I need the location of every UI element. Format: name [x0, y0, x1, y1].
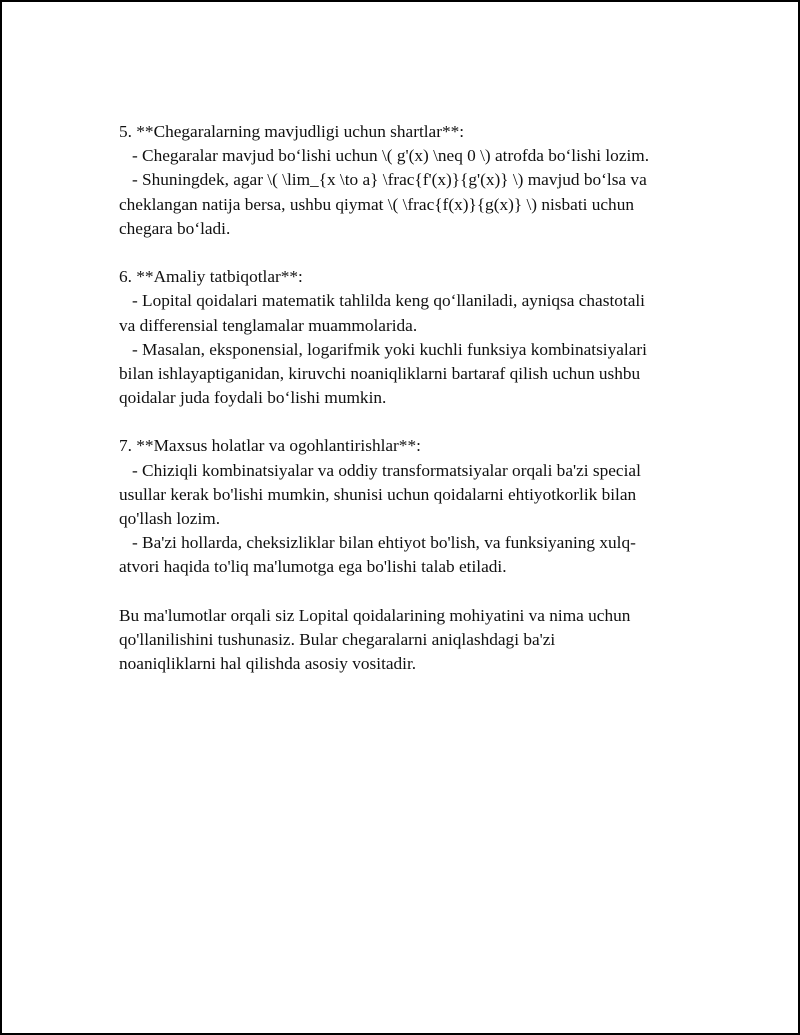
section-5-line: chegara bo‘ladi. — [119, 218, 231, 238]
section-7-line: - Chiziqli kombinatsiyalar va oddiy transformatsiyalar orqali ba'zi special — [119, 460, 641, 480]
section-6-line: - Lopital qoidalari matematik tahlilda keng qo‘llaniladi, ayniqsa chastotali — [119, 291, 645, 311]
paragraph-spacer — [119, 410, 699, 434]
section-6-line: - Masalan, eksponensial, logarifmik yoki kuchli funksiya kombinatsiyalari — [119, 339, 647, 359]
paragraph-spacer — [119, 241, 699, 265]
section-5-line: - Chegaralar mavjud bo‘lishi uchun \( g'(x) \neq 0 \) atrofda bo‘lishi lozim. — [119, 146, 650, 166]
conclusion-line: qo'llanilishini tushunasiz. Bular chegaralarni aniqlashdagi ba'zi — [119, 629, 556, 649]
section-6-line: va differensial tenglamalar muammolarida. — [119, 315, 418, 335]
section-7-heading: 7. **Maxsus holatlar va ogohlantirishlar**: — [119, 436, 421, 456]
section-6-heading: 6. **Amaliy tatbiqotlar**: — [119, 267, 303, 287]
section-7-line: usullar kerak bo'lishi mumkin, shunisi uchun qoidalarni ehtiyotkorlik bilan — [119, 484, 637, 504]
section-5-line: - Shuningdek, agar \( \lim_{x \to a} \frac{f'(x)}{g'(x)} \) mavjud bo‘lsa va — [119, 170, 647, 190]
section-5-line: cheklangan natija bersa, ushbu qiymat \( \frac{f(x)}{g(x)} \) nisbati uchun — [119, 194, 634, 214]
paragraph-spacer — [119, 580, 699, 604]
conclusion-line: noaniqliklarni hal qilishda asosiy vositadir. — [119, 654, 417, 674]
section-6-line: bilan ishlayaptiganidan, kiruvchi noaniqliklarni bartaraf qilish uchun ushbu — [119, 363, 641, 383]
section-5-heading: 5. **Chegaralarning mavjudligi uchun shartlar**: — [119, 122, 465, 141]
document-body — [119, 120, 699, 676]
section-7-line: atvori haqida to'liq ma'lumotga ega bo'lishi talab etiladi. — [119, 557, 507, 577]
section-6-line: qoidalar juda foydali bo‘lishi mumkin. — [119, 388, 387, 408]
conclusion-line: Bu ma'lumotlar orqali siz Lopital qoidalarining mohiyatini va nima uchun — [119, 605, 631, 625]
section-7-line: qo'llash lozim. — [119, 509, 221, 528]
section-7-line: - Ba'zi hollarda, cheksizliklar bilan ehtiyot bo'lish, va funksiyaning xulq- — [119, 533, 636, 553]
